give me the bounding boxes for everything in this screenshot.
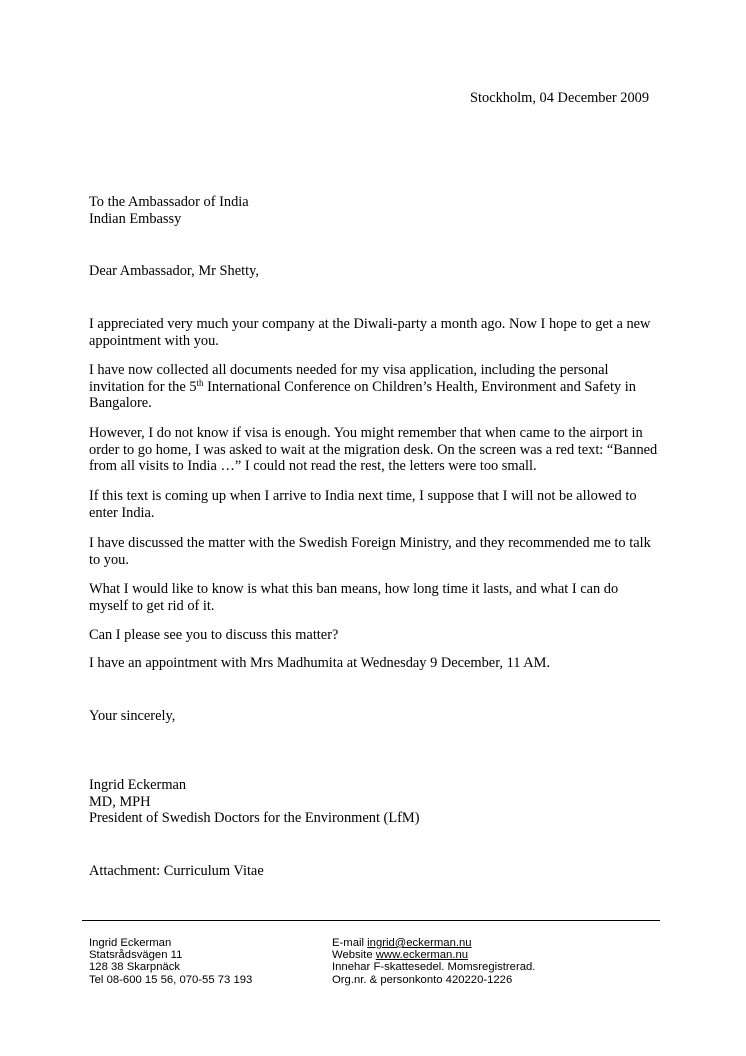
email-label: E-mail	[332, 937, 368, 949]
signature-name: Ingrid Eckerman	[89, 777, 187, 793]
footer-contact	[332, 937, 535, 986]
date-line: Stockholm, 04 December 2009	[470, 90, 650, 106]
recipient-line: Indian Embassy	[89, 210, 182, 227]
ordinal-superscript: th	[196, 377, 204, 388]
body-paragraph: I appreciated very much your company at the Diwali-party a month ago. Now I hope to get a new appointment with you.	[89, 316, 651, 349]
email-link[interactable]: ingrid@eckerman.nu	[367, 937, 472, 949]
footer-email-line	[332, 937, 535, 949]
closing: Your sincerely,	[89, 708, 176, 724]
body-paragraph: If this text is coming up when I arrive to India next time, I suppose that I will not be allowed to enter India.	[89, 488, 637, 521]
body-paragraph: I have discussed the matter with the Swedish Foreign Ministry, and they recommended me to talk to you.	[89, 535, 651, 568]
footer-divider	[82, 920, 660, 921]
body-paragraph: What I would like to know is what this ban means, how long time it lasts, and what I can do myself to get rid of it.	[89, 581, 619, 614]
recipient-block	[89, 194, 249, 227]
visa-text-after: International Conference on Children’s Health, Environment and Safety in Bangalore.	[89, 378, 636, 411]
footer-address	[89, 937, 252, 986]
signature-block	[89, 777, 420, 827]
website-link[interactable]: www.eckerman.nu	[375, 949, 469, 962]
salutation: Dear Ambassador, Mr Shetty,	[89, 263, 259, 279]
footer-tax-line: Innehar F-skattesedel. Momsregistrerad.	[332, 961, 536, 974]
footer-street: Statsrådsvägen 11	[89, 949, 183, 962]
body-paragraph-visa	[89, 362, 659, 412]
footer-account-line: Org.nr. & personkonto 420220-1226	[332, 973, 513, 986]
body-paragraph: Can I please see you to discuss this matter?	[89, 627, 339, 643]
body-paragraph: However, I do not know if visa is enough. You might remember that when came to the airport in order to go home, I was asked to wait at the migration desk. On the screen was a red text: “Banned from all visits to India …” I could not read the rest, the letters were too small.	[89, 425, 658, 474]
visa-text-before: I have now collected all documents needed for my visa application, including the personal invitation for the 5	[89, 362, 609, 395]
body-paragraph: I have an appointment with Mrs Madhumita at Wednesday 9 December, 11 AM.	[89, 655, 551, 671]
footer-name: Ingrid Eckerman	[89, 937, 172, 949]
signature-degree: MD, MPH	[89, 793, 151, 810]
attachment-line: Attachment: Curriculum Vitae	[89, 863, 264, 879]
signature-title: President of Swedish Doctors for the Environment (LfM)	[89, 810, 420, 826]
website-label: Website	[332, 949, 376, 962]
recipient-line: To the Ambassador of India	[89, 194, 249, 210]
footer-postal: 128 38 Skarpnäck	[89, 961, 181, 974]
footer-website-line	[332, 949, 535, 961]
footer-phone: Tel 08-600 15 56, 070-55 73 193	[89, 973, 253, 986]
